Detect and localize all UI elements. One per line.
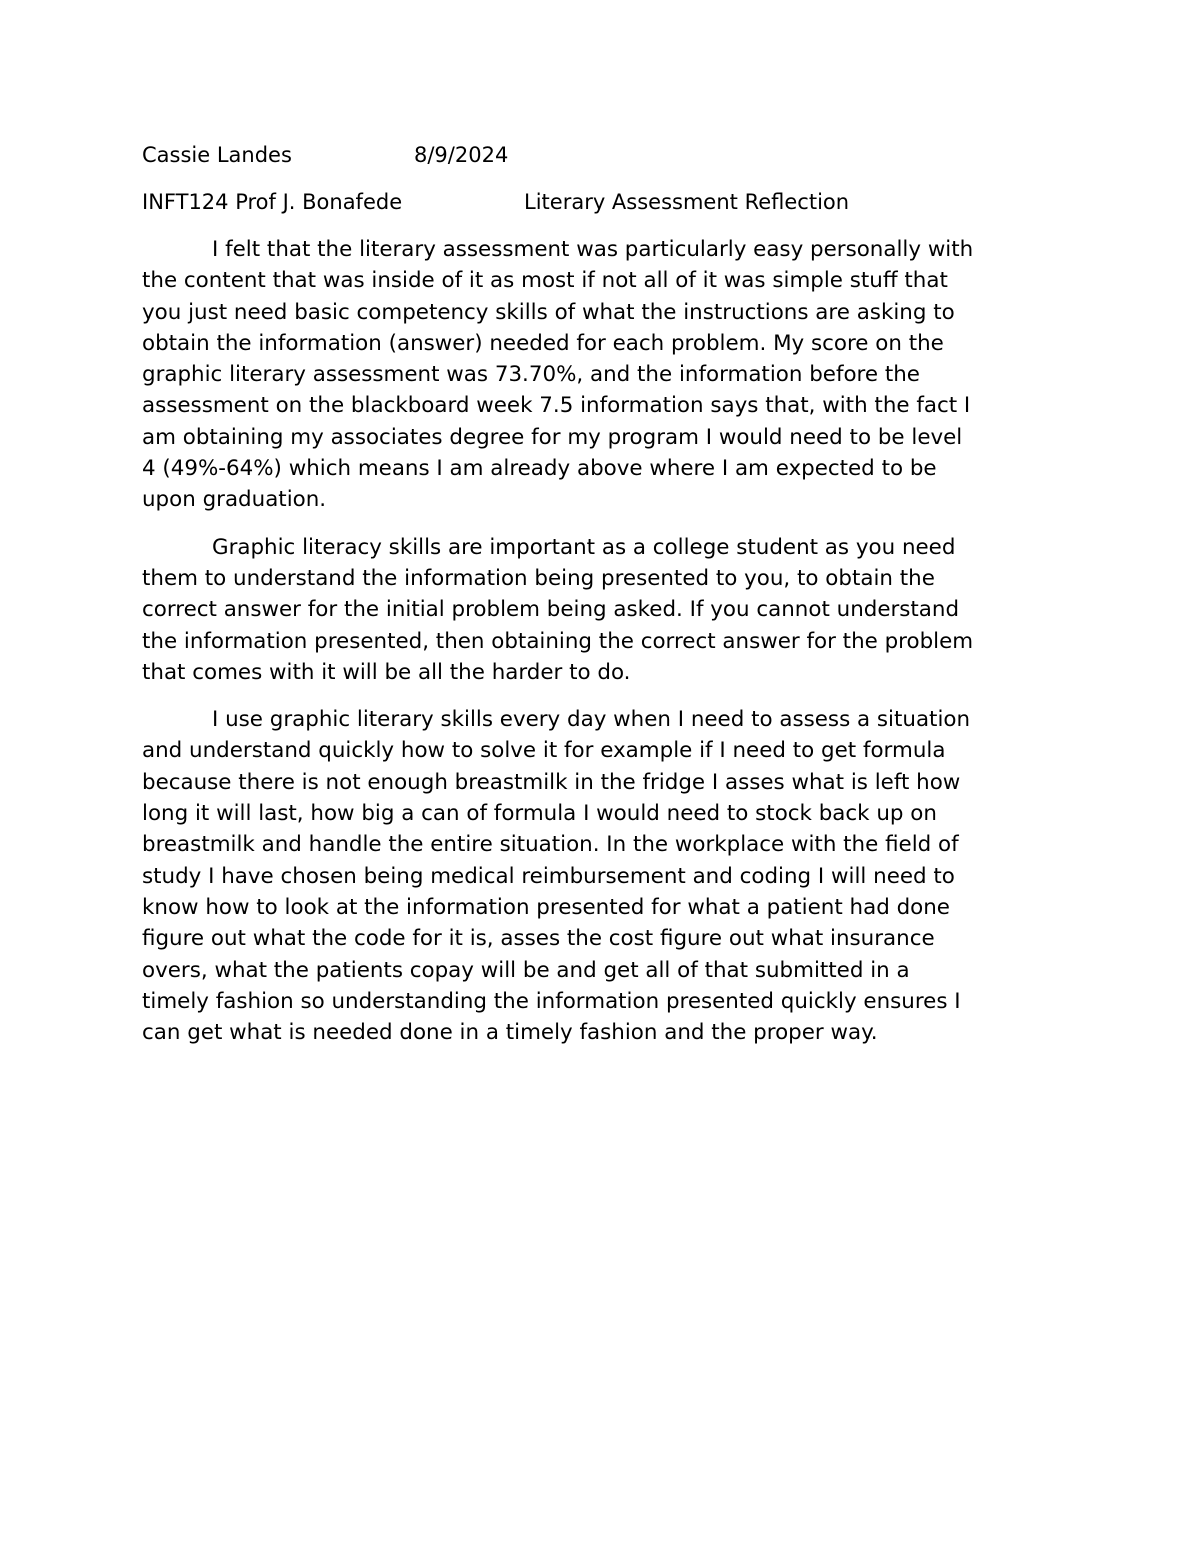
body-paragraph-3: I use graphic literary skills every day when I need to assess a situation and understand quickly how to solve it for example if I need to get formula because there is not enough breastmilk in the fridge I asses what is left how long it will last, how big a can of formula I would need to stock back up on breastmilk and handle the entire situation. In the workplace with the field of study I have chosen being medical reimbursement and coding I will need to know how to look at the information presented for what a patient had done figure out what the code for it is, asses the cost figure out what insurance overs, what the patients copay will be and get all of that submitted in a timely fashion so understanding the information presented quickly ensures I can get what is needed done in a timely fashion and the proper way. bbox=[142, 707, 971, 1046]
author-date-line bbox=[142, 140, 1062, 171]
course-title-line bbox=[142, 187, 1062, 218]
document-page bbox=[142, 140, 1062, 1064]
author-name: Cassie Landes bbox=[142, 143, 292, 167]
document-date: 8/9/2024 bbox=[414, 143, 509, 167]
body-paragraph-1: I felt that the literary assessment was particularly easy personally with the content that was inside of it as most if not all of it was simple stuff that you just need basic competency skills of what the instructions are asking to obtain the information (answer) needed for each problem. My score on the graphic literary assessment was 73.70%, and the information before the assessment on the blackboard week 7.5 information says that, with the fact I am obtaining my associates degree for my program I would need to be level 4 (49%-64%) which means I am already above where I am expected to be upon graduation. bbox=[142, 237, 974, 513]
body-paragraph-2: Graphic literacy skills are important as a college student as you need them to understand the information being presented to you, to obtain the correct answer for the initial problem being asked. If you cannot understand the information presented, then obtaining the correct answer for the problem that comes with it will be all the harder to do. bbox=[142, 534, 974, 685]
document-title: Literary Assessment Reflection bbox=[524, 190, 850, 214]
course-info: INFT124 Prof J. Bonafede bbox=[142, 190, 403, 214]
